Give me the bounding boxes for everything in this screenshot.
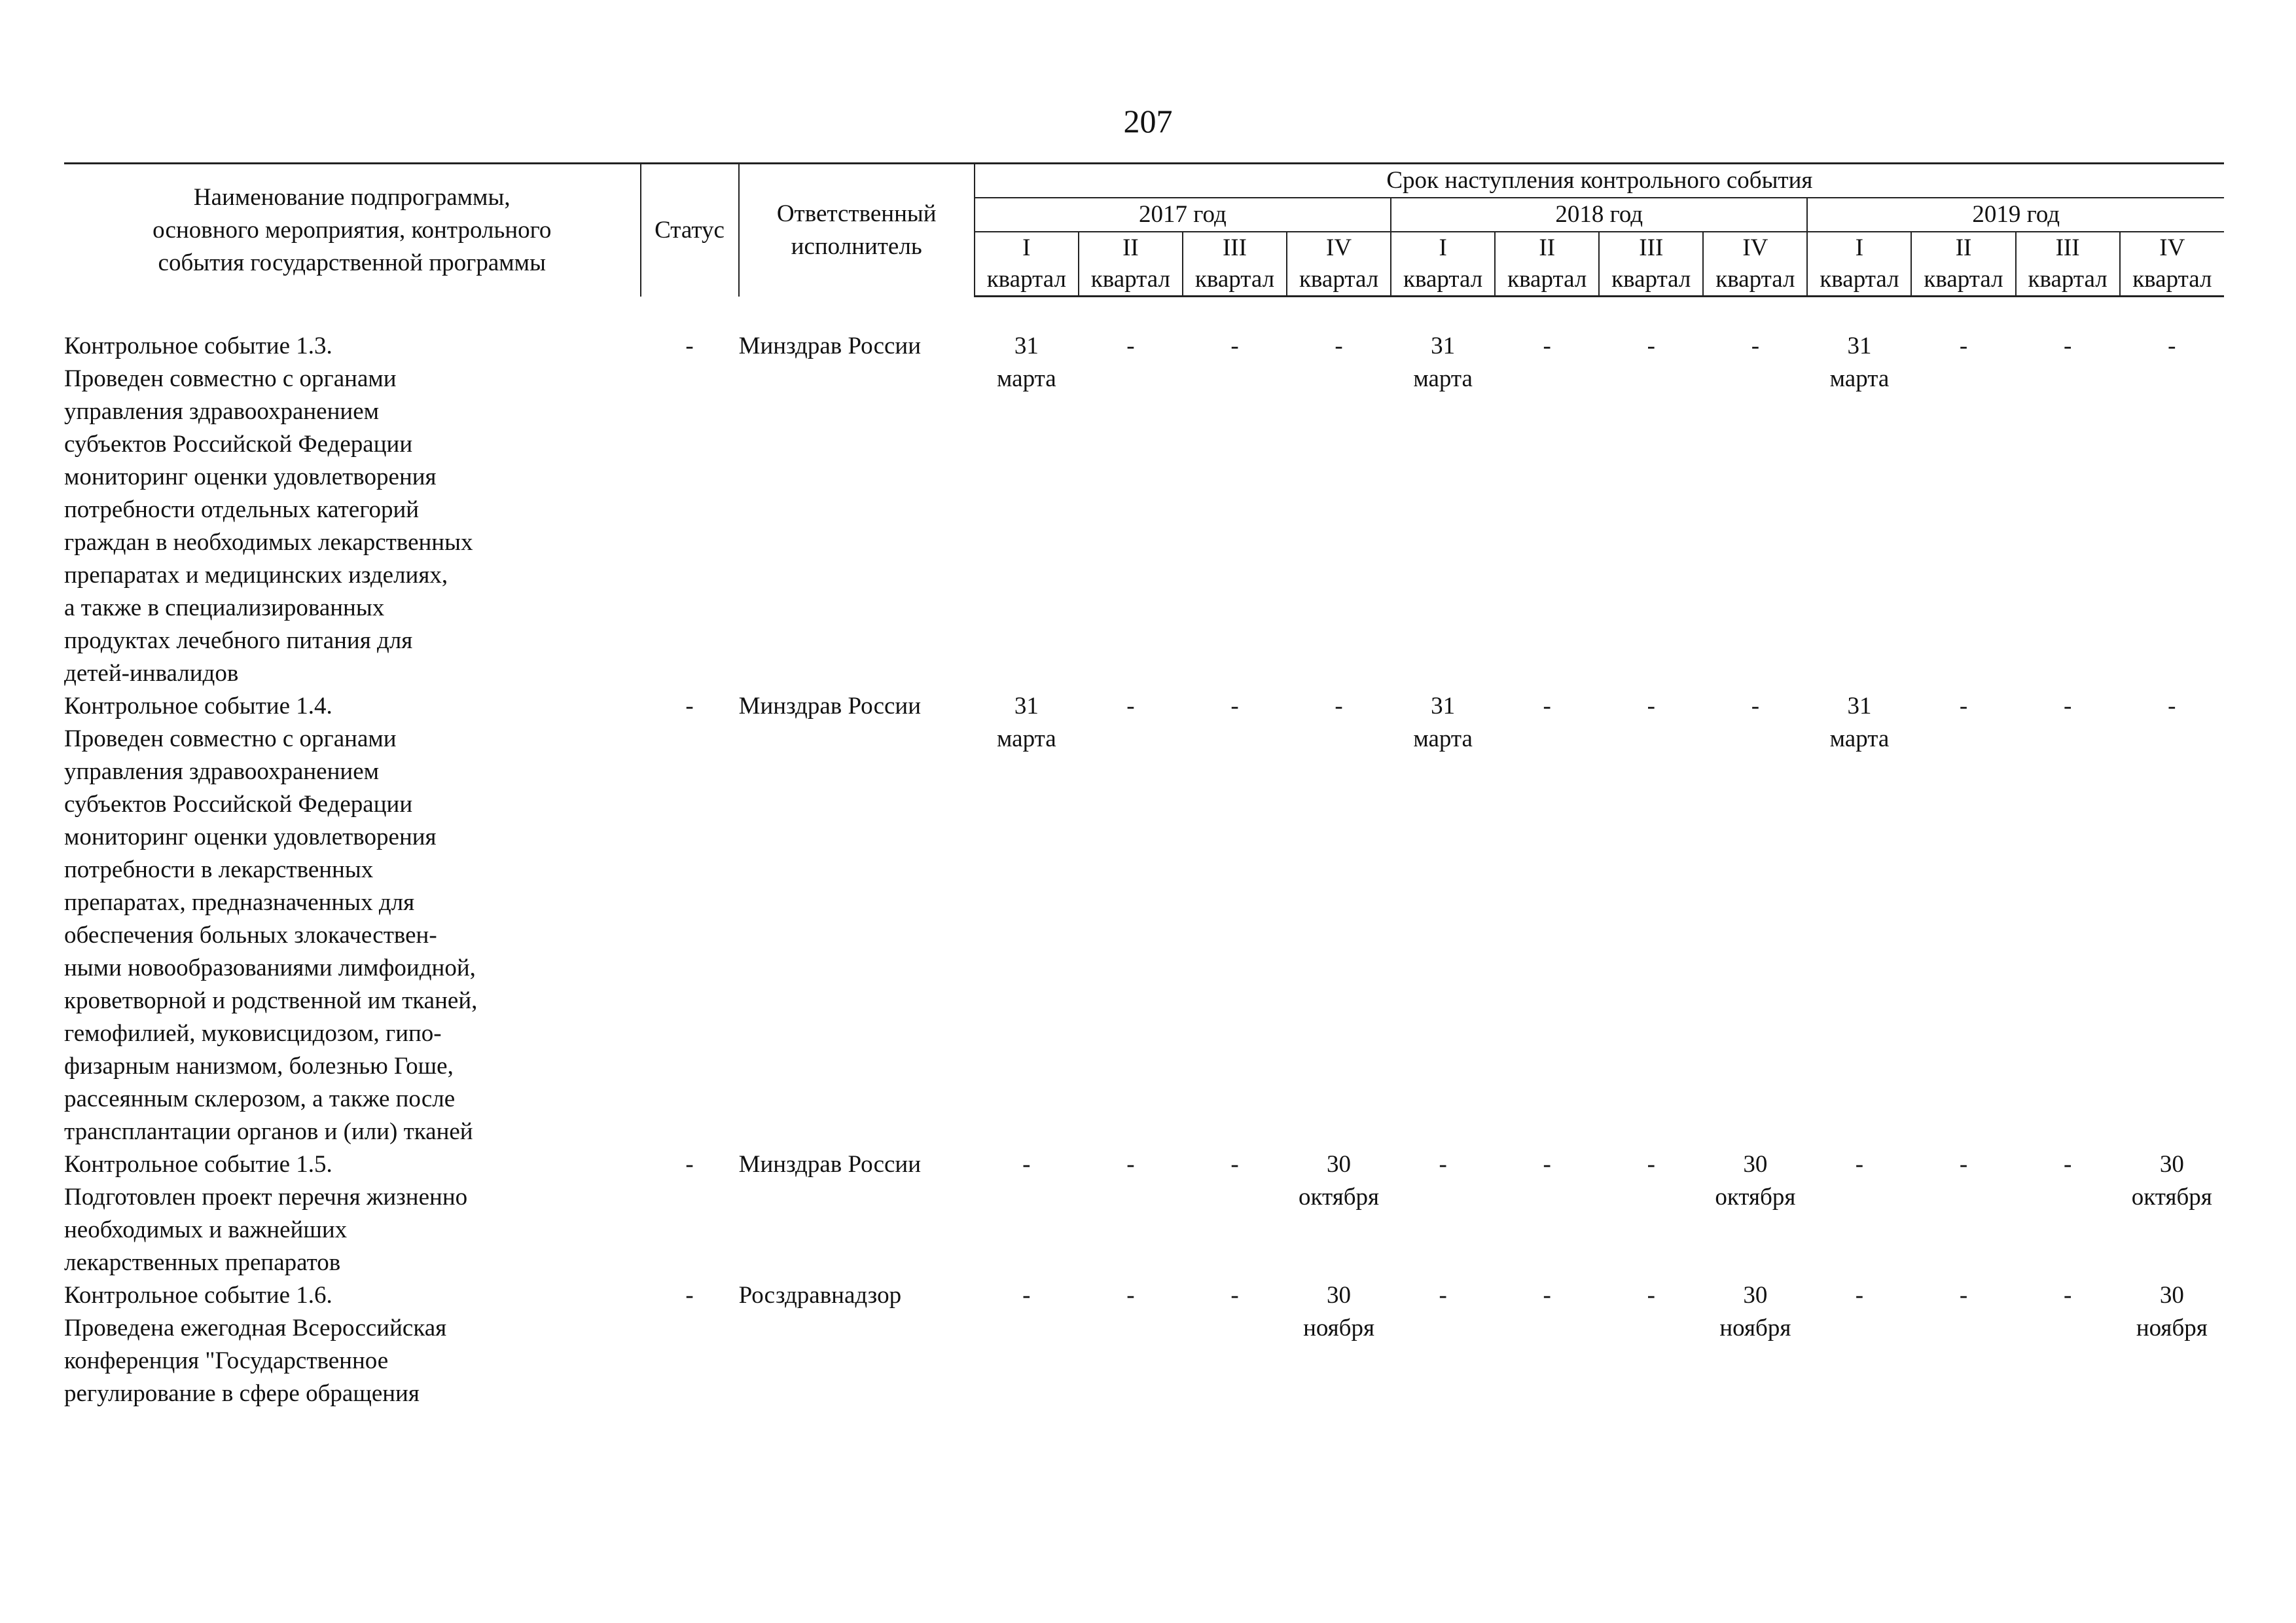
quarter-deadline-cell [1391, 1148, 1495, 1279]
quarter-deadline-cell [1703, 1279, 1807, 1410]
deadline-day: 30 [1327, 1282, 1352, 1309]
quarter-deadline-cell [1183, 330, 1287, 690]
status-cell: - [685, 333, 694, 359]
responsible-cell: Минздрав России [738, 693, 922, 720]
deadline-month: марта [1829, 365, 1890, 392]
deadline-day: - [1647, 693, 1655, 720]
deadline-month: октября [2131, 1184, 2212, 1211]
quarter-deadline-cell [2120, 690, 2224, 1148]
deadline-day: - [1230, 1282, 1239, 1309]
quarter-deadline-cell [975, 330, 1079, 690]
quarter-deadline-cell [1807, 690, 1911, 1148]
deadline-day: - [1126, 333, 1135, 359]
event-name-line: потребности в лекарственных [64, 856, 374, 883]
quarter-deadline-cell [975, 1148, 1079, 1279]
deadline-month: ноября [1303, 1315, 1375, 1341]
quarter-word: квартал [2120, 264, 2224, 297]
status-column-header: Статус [641, 164, 739, 297]
deadline-day: - [1647, 1282, 1655, 1309]
quarter-number: II [1911, 232, 2015, 264]
event-name-line: Контрольное событие 1.6. [64, 1282, 332, 1309]
status-cell: - [685, 1151, 694, 1178]
deadline-day: - [1751, 693, 1760, 720]
quarter-deadline-cell [2120, 330, 2224, 690]
deadline-month: марта [1413, 365, 1473, 392]
deadline-month: марта [997, 725, 1056, 752]
quarter-word: квартал [2016, 264, 2120, 297]
deadline-day: - [1126, 1151, 1135, 1178]
quarter-deadline-cell [1911, 1279, 2015, 1410]
quarter-word: квартал [1287, 264, 1391, 297]
responsible-header-line: исполнитель [791, 232, 922, 260]
event-name-line: препаратах, предназначенных для [64, 889, 415, 916]
name-column-header [64, 164, 641, 297]
quarter-deadline-cell [1183, 690, 1287, 1148]
event-name-line: субъектов Российской Федерации [64, 791, 413, 818]
quarter-deadline-cell [1079, 690, 1183, 1148]
responsible-column-header [739, 164, 975, 297]
quarter-word: квартал [1703, 264, 1807, 297]
quarter-deadline-cell [1807, 1279, 1911, 1410]
quarter-deadline-cell [975, 1279, 1079, 1410]
deadline-day: 31 [1431, 693, 1456, 720]
name-header-line: основного мероприятия, контрольного [152, 216, 552, 244]
event-name-cell [64, 330, 641, 690]
deadline-day: - [1335, 693, 1343, 720]
event-name-line: потребности отдельных категорий [64, 496, 420, 523]
quarter-deadline-cell [2120, 1279, 2224, 1410]
event-name-cell [64, 1279, 641, 1410]
quarter-deadline-cell [1391, 330, 1495, 690]
quarter-word: квартал [1807, 264, 1911, 297]
event-name-line: продуктах лечебного питания для [64, 627, 413, 654]
event-name-line: препаратах и медицинских изделиях, [64, 562, 448, 589]
deadline-day: - [1126, 1282, 1135, 1309]
event-name-line: Подготовлен проект перечня жизненно [64, 1184, 468, 1211]
quarter-number: II [1495, 232, 1599, 264]
quarter-deadline-cell [1599, 330, 1703, 690]
quarter-deadline-cell [1703, 330, 1807, 690]
deadline-day: 30 [1327, 1151, 1352, 1178]
deadline-day: 30 [1743, 1151, 1768, 1178]
table-row [64, 1279, 2224, 1410]
control-events-table [64, 162, 2224, 1410]
event-name-line: Контрольное событие 1.5. [64, 1151, 332, 1178]
event-name-line: Проведена ежегодная Всероссийская [64, 1315, 447, 1341]
quarter-deadline-cell [1183, 1148, 1287, 1279]
quarter-deadline-cell [1391, 690, 1495, 1148]
event-name-line: Проведен совместно с органами [64, 725, 397, 752]
page-number: 207 [1123, 103, 1173, 139]
quarter-word: квартал [1183, 264, 1287, 297]
quarter-deadline-cell [1599, 1279, 1703, 1410]
deadline-month: ноября [1719, 1315, 1791, 1341]
deadline-day: 30 [2159, 1151, 2184, 1178]
table-row [64, 690, 2224, 1148]
event-name-line: необходимых и важнейших [64, 1216, 348, 1243]
quarter-deadline-cell [1495, 1148, 1599, 1279]
spacer-cell [64, 297, 2224, 331]
deadline-day: - [1543, 1282, 1551, 1309]
deadline-day: - [1543, 693, 1551, 720]
event-name-line: конференция "Государственное [64, 1347, 389, 1374]
event-name-line: детей-инвалидов [64, 660, 239, 687]
quarter-deadline-cell [1287, 1148, 1391, 1279]
responsible-cell: Минздрав России [738, 1151, 922, 1178]
deadline-day: - [1439, 1282, 1447, 1309]
quarter-number: I [1807, 232, 1911, 264]
deadline-month: ноября [2136, 1315, 2208, 1341]
quarter-word: квартал [975, 264, 1079, 297]
deadline-day: 31 [1014, 693, 1039, 720]
deadline-day: - [1230, 693, 1239, 720]
deadline-month: октября [1299, 1184, 1380, 1211]
quarter-deadline-cell [2016, 330, 2120, 690]
deadline-day: - [1959, 1282, 1968, 1309]
table-row [64, 330, 2224, 690]
deadline-day: 31 [1431, 333, 1456, 359]
event-name-line: управления здравоохранением [64, 758, 380, 785]
quarter-word: квартал [1599, 264, 1703, 297]
deadline-day: - [2168, 333, 2176, 359]
deadline-month: марта [997, 365, 1056, 392]
table-body [64, 297, 2224, 1411]
quarter-deadline-cell [1911, 330, 2015, 690]
quarter-deadline-cell [1495, 690, 1599, 1148]
deadline-day: - [1230, 333, 1239, 359]
deadline-day: - [1230, 1151, 1239, 1178]
quarter-deadline-cell [1599, 690, 1703, 1148]
deadline-day: - [1959, 333, 1968, 359]
quarter-deadline-cell [2016, 690, 2120, 1148]
event-name-line: субъектов Российской Федерации [64, 431, 413, 458]
quarter-deadline-cell [1287, 1279, 1391, 1410]
event-name-line: рассеянным склерозом, а также после [64, 1085, 456, 1112]
deadline-day: - [2063, 1151, 2072, 1178]
deadline-day: 30 [2159, 1282, 2184, 1309]
quarter-deadline-cell [1599, 1148, 1703, 1279]
deadline-day: - [1126, 693, 1135, 720]
quarter-word: квартал [1079, 264, 1183, 297]
quarter-number: I [1391, 232, 1495, 264]
event-name-line: обеспечения больных злокачествен- [64, 922, 437, 949]
deadline-day: - [2063, 693, 2072, 720]
quarter-deadline-cell [1287, 330, 1391, 690]
event-name-line: регулирование в сфере обращения [64, 1380, 420, 1407]
deadline-day: - [1855, 1151, 1864, 1178]
responsible-cell: Минздрав России [738, 333, 922, 359]
year-header-2019: 2019 год [1807, 198, 2224, 232]
deadline-day: 31 [1847, 693, 1872, 720]
event-name-line: мониторинг оценки удовлетворения [64, 464, 437, 490]
deadline-day: - [1543, 333, 1551, 359]
deadline-day: - [1647, 333, 1655, 359]
event-name-line: гемофилией, муковисцидозом, гипо- [64, 1020, 442, 1047]
deadline-month: марта [1829, 725, 1890, 752]
quarter-deadline-cell [975, 690, 1079, 1148]
quarter-number: II [1079, 232, 1183, 264]
event-name-line: Контрольное событие 1.3. [64, 333, 332, 359]
quarter-deadline-cell [1079, 1279, 1183, 1410]
quarter-deadline-cell [1079, 330, 1183, 690]
quarter-deadline-cell [1287, 690, 1391, 1148]
quarter-deadline-cell [1183, 1279, 1287, 1410]
quarter-deadline-cell [1391, 1279, 1495, 1410]
quarter-deadline-cell [1703, 690, 1807, 1148]
quarter-number: III [1183, 232, 1287, 264]
deadline-day: 31 [1014, 333, 1039, 359]
event-name-line: ными новообразованиями лимфоидной, [64, 955, 476, 981]
table-header [64, 164, 2224, 297]
deadline-month: марта [1413, 725, 1473, 752]
deadline-day: - [2168, 693, 2176, 720]
quarter-number: III [2016, 232, 2120, 264]
quarter-number: IV [1287, 232, 1391, 264]
year-header-2017: 2017 год [975, 198, 1391, 232]
quarter-deadline-cell [1495, 1279, 1599, 1410]
quarter-deadline-cell [1807, 1148, 1911, 1279]
deadline-day: - [2063, 1282, 2072, 1309]
quarter-deadline-cell [1703, 1148, 1807, 1279]
deadline-day: - [2063, 333, 2072, 359]
quarter-deadline-cell [2120, 1148, 2224, 1279]
event-name-cell [64, 690, 641, 1148]
name-header-line: Наименование подпрограммы, [193, 183, 511, 211]
quarter-word: квартал [1911, 264, 2015, 297]
event-name-cell [64, 1148, 641, 1279]
deadline-day: - [1959, 693, 1968, 720]
quarter-deadline-cell [2016, 1279, 2120, 1410]
deadline-day: - [1022, 1151, 1031, 1178]
event-name-line: кроветворной и родственной им тканей, [64, 987, 478, 1014]
event-name-line: мониторинг оценки удовлетворения [64, 824, 437, 850]
quarter-deadline-cell [1911, 690, 2015, 1148]
deadline-day: - [1543, 1151, 1551, 1178]
event-name-line: граждан в необходимых лекарственных [64, 529, 473, 556]
deadline-day: - [1751, 333, 1760, 359]
quarter-number: I [975, 232, 1079, 264]
quarter-number: III [1599, 232, 1703, 264]
event-name-line: Контрольное событие 1.4. [64, 693, 332, 720]
quarter-deadline-cell [1079, 1148, 1183, 1279]
event-name-line: трансплантации органов и (или) тканей [64, 1118, 473, 1145]
name-header-line: события государственной программы [158, 249, 546, 276]
event-name-line: управления здравоохранением [64, 398, 380, 425]
quarter-deadline-cell [1911, 1148, 2015, 1279]
quarter-deadline-cell [1807, 330, 1911, 690]
quarter-deadline-cell [2016, 1148, 2120, 1279]
responsible-cell: Росздравнадзор [738, 1282, 902, 1309]
deadline-day: - [1335, 333, 1343, 359]
responsible-header-line: Ответственный [776, 200, 937, 227]
status-cell: - [685, 693, 694, 720]
status-cell: - [685, 1282, 694, 1309]
deadline-day: - [1022, 1282, 1031, 1309]
deadline-day: - [1855, 1282, 1864, 1309]
quarter-word: квартал [1495, 264, 1599, 297]
quarter-number: IV [1703, 232, 1807, 264]
event-name-line: Проведен совместно с органами [64, 365, 397, 392]
quarter-word: квартал [1391, 264, 1495, 297]
quarter-deadline-cell [1495, 330, 1599, 690]
deadline-day: - [1647, 1151, 1655, 1178]
table-row [64, 1148, 2224, 1279]
deadline-day: - [1959, 1151, 1968, 1178]
quarter-number: IV [2120, 232, 2224, 264]
deadline-day: - [1439, 1151, 1447, 1178]
year-header-2018: 2018 год [1391, 198, 1807, 232]
deadline-day: 30 [1743, 1282, 1768, 1309]
event-name-line: лекарственных препаратов [64, 1249, 341, 1276]
event-name-line: а также в специализированных [64, 594, 385, 621]
deadline-header: Срок наступления контрольного события [975, 164, 2224, 198]
deadline-month: октября [1715, 1184, 1796, 1211]
event-name-line: физарным нанизмом, болезнью Гоше, [64, 1053, 454, 1080]
deadline-day: 31 [1847, 333, 1872, 359]
